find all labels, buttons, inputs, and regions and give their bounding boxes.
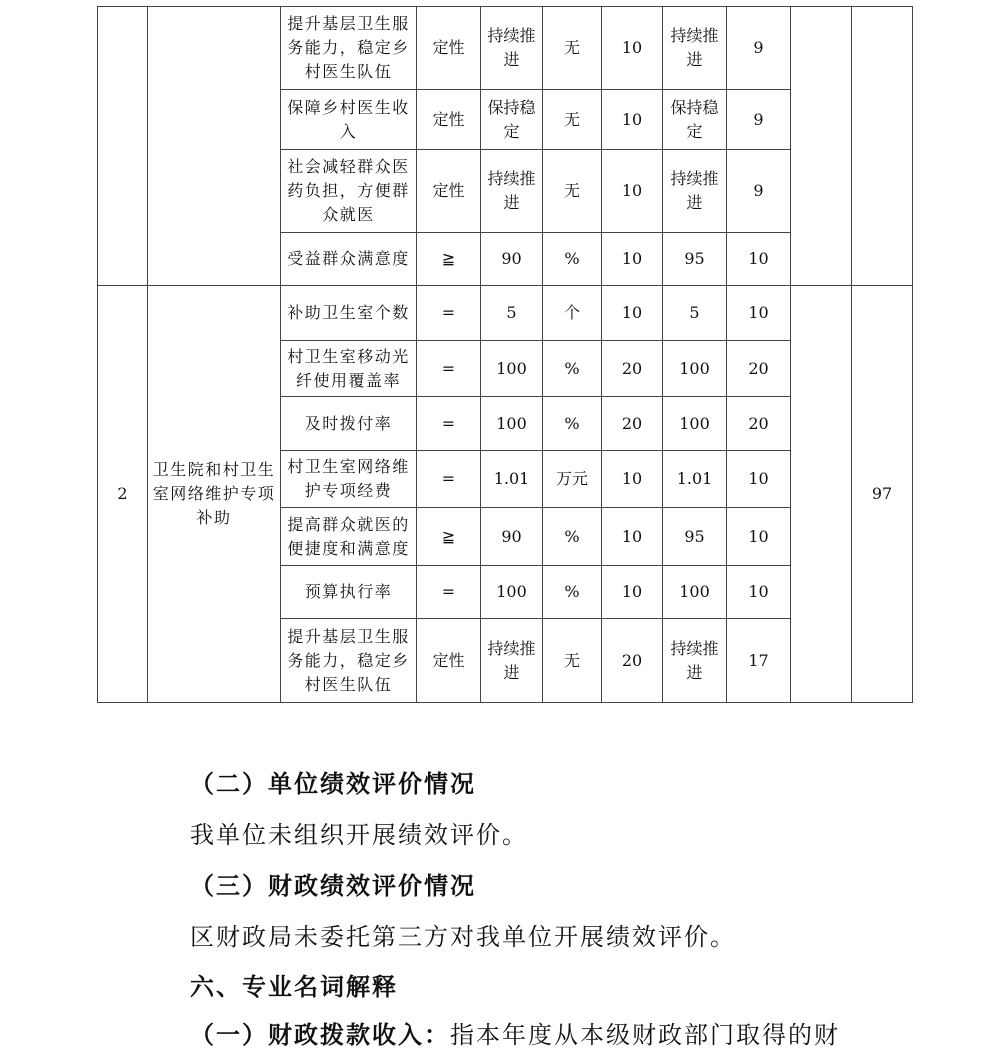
operator-cell: 定性 <box>417 150 481 233</box>
operator-cell: = <box>417 566 481 619</box>
operator-cell: = <box>417 451 481 508</box>
indicator-cell: 村卫生室网络维护专项经费 <box>281 451 417 508</box>
score-cell: 9 <box>727 7 791 90</box>
unit-cell: % <box>543 341 602 397</box>
weight-cell: 10 <box>602 286 663 341</box>
row-number-cell: 2 <box>98 286 148 703</box>
table-row <box>98 7 913 90</box>
table-row <box>98 286 913 341</box>
project-name-cell: 卫生院和村卫生室网络维护专项补助 <box>148 286 281 703</box>
actual-value-cell: 1.01 <box>663 451 727 508</box>
blank-cell <box>791 286 852 703</box>
indicator-cell: 预算执行率 <box>281 566 417 619</box>
total-score-cell: 97 <box>852 286 913 703</box>
weight-cell: 10 <box>602 7 663 90</box>
score-cell: 10 <box>727 286 791 341</box>
unit-eval-heading: （二）单位绩效评价情况 <box>190 770 476 798</box>
weight-cell: 10 <box>602 233 663 286</box>
score-cell: 17 <box>727 619 791 703</box>
score-cell: 20 <box>727 341 791 397</box>
indicator-cell: 提高群众就医的便捷度和满意度 <box>281 508 417 566</box>
operator-cell: = <box>417 397 481 451</box>
actual-value-cell: 95 <box>663 508 727 566</box>
indicator-cell: 补助卫生室个数 <box>281 286 417 341</box>
score-cell: 10 <box>727 508 791 566</box>
unit-cell: 个 <box>543 286 602 341</box>
score-cell: 20 <box>727 397 791 451</box>
unit-cell: 无 <box>543 90 602 150</box>
target-value-cell: 100 <box>481 566 543 619</box>
weight-cell: 10 <box>602 90 663 150</box>
weight-cell: 10 <box>602 566 663 619</box>
score-cell: 10 <box>727 233 791 286</box>
operator-cell: 定性 <box>417 7 481 90</box>
actual-value-cell: 持续推进 <box>663 150 727 233</box>
indicator-cell: 提升基层卫生服务能力，稳定乡村医生队伍 <box>281 619 417 703</box>
glossary-item-1-label: （一）财政拨款收入： <box>190 1021 450 1049</box>
actual-value-cell: 95 <box>663 233 727 286</box>
unit-cell: % <box>543 508 602 566</box>
target-value-cell: 持续推进 <box>481 619 543 703</box>
target-value-cell: 100 <box>481 341 543 397</box>
finance-eval-heading: （三）财政绩效评价情况 <box>190 872 476 900</box>
target-value-cell: 持续推进 <box>481 150 543 233</box>
row-number-cell <box>98 7 148 286</box>
operator-cell: 定性 <box>417 90 481 150</box>
unit-eval-text: 我单位未组织开展绩效评价。 <box>190 821 528 849</box>
project-name-cell <box>148 7 281 286</box>
indicator-cell: 受益群众满意度 <box>281 233 417 286</box>
blank-cell <box>791 7 852 286</box>
total-score-cell <box>852 7 913 286</box>
unit-cell: % <box>543 233 602 286</box>
actual-value-cell: 100 <box>663 566 727 619</box>
glossary-item-1 <box>190 1020 840 1050</box>
finance-eval-text: 区财政局未委托第三方对我单位开展绩效评价。 <box>190 923 736 951</box>
actual-value-cell: 持续推进 <box>663 619 727 703</box>
weight-cell: 10 <box>602 508 663 566</box>
target-value-cell: 保持稳定 <box>481 90 543 150</box>
target-value-cell: 90 <box>481 233 543 286</box>
operator-cell: ≧ <box>417 508 481 566</box>
glossary-heading: 六、专业名词解释 <box>190 973 398 1001</box>
unit-cell: % <box>543 397 602 451</box>
actual-value-cell: 100 <box>663 341 727 397</box>
score-cell: 10 <box>727 451 791 508</box>
performance-table <box>97 6 913 703</box>
indicator-cell: 村卫生室移动光纤使用覆盖率 <box>281 341 417 397</box>
weight-cell: 20 <box>602 619 663 703</box>
operator-cell: 定性 <box>417 619 481 703</box>
indicator-cell: 保障乡村医生收入 <box>281 90 417 150</box>
unit-cell: % <box>543 566 602 619</box>
operator-cell: = <box>417 286 481 341</box>
actual-value-cell: 5 <box>663 286 727 341</box>
target-value-cell: 持续推进 <box>481 7 543 90</box>
actual-value-cell: 持续推进 <box>663 7 727 90</box>
target-value-cell: 100 <box>481 397 543 451</box>
indicator-cell: 提升基层卫生服务能力，稳定乡村医生队伍 <box>281 7 417 90</box>
target-value-cell: 1.01 <box>481 451 543 508</box>
glossary-item-1-text: 指本年度从本级财政部门取得的财 <box>450 1021 840 1049</box>
weight-cell: 20 <box>602 397 663 451</box>
score-cell: 9 <box>727 90 791 150</box>
indicator-cell: 及时拨付率 <box>281 397 417 451</box>
unit-cell: 无 <box>543 619 602 703</box>
score-cell: 10 <box>727 566 791 619</box>
unit-cell: 无 <box>543 150 602 233</box>
unit-cell: 无 <box>543 7 602 90</box>
operator-cell: ≧ <box>417 233 481 286</box>
indicator-cell: 社会减轻群众医药负担，方便群众就医 <box>281 150 417 233</box>
operator-cell: = <box>417 341 481 397</box>
target-value-cell: 90 <box>481 508 543 566</box>
weight-cell: 10 <box>602 150 663 233</box>
unit-cell: 万元 <box>543 451 602 508</box>
target-value-cell: 5 <box>481 286 543 341</box>
actual-value-cell: 保持稳定 <box>663 90 727 150</box>
weight-cell: 10 <box>602 451 663 508</box>
actual-value-cell: 100 <box>663 397 727 451</box>
weight-cell: 20 <box>602 341 663 397</box>
score-cell: 9 <box>727 150 791 233</box>
